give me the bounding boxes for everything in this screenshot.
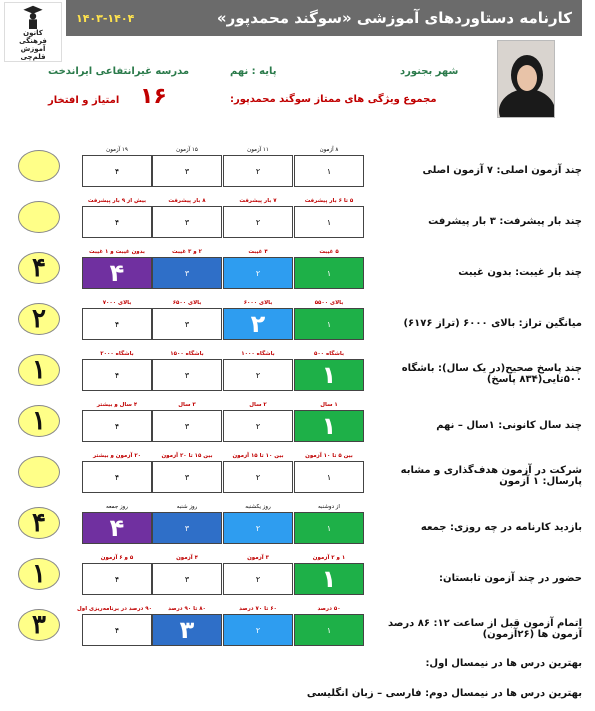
level-caption: بالای ۶۵۰۰ [172,300,202,306]
level-caption: بین ۵ تا ۱۰ آزمون [305,453,353,459]
level-caption: ۵ تا ۶ بار پیشرفت [304,198,354,204]
report-header [66,0,582,36]
level-caption: روز شنبه [176,504,198,510]
level-cells [82,196,364,246]
points-circle: ۱ [18,405,60,437]
total-score: ۱۶ [140,84,167,109]
level-caption: ۴ غیبت [248,249,268,255]
level-caption: ۲۰ آزمون و بیشتر [92,453,142,459]
level-caption: ۴ آزمون [176,555,198,561]
level-cells [82,553,364,603]
level-cell: ۱ [294,257,364,289]
achievement-row [0,604,595,654]
achievement-question: چند سال کانونی: ۱سال – نهم [436,419,582,431]
level-caption: ۱۹ آزمون [106,147,128,153]
points-circle [18,201,60,233]
achievement-question: شرکت در آزمون هدف‌گذاری و مشابه پارسال: ۱ آزمون [400,465,582,487]
level-caption: ۹۰ درصد در برنامه‌ریزی اول [77,606,152,612]
best-subjects-second-semester: بهترین درس ها در نیمسال دوم: فارسی – زبان انگلیسی [306,688,582,699]
achievement-row [0,145,595,195]
student-city: شهر بجنورد [400,66,459,77]
achievement-row [0,298,595,348]
level-cells [82,400,364,450]
level-cell: ۳ [152,563,222,595]
level-cell: ۳ [152,512,222,544]
level-cell: ۲ [223,410,293,442]
graduate-figure-icon [20,5,46,29]
level-caption: بدون غیبت و ۱ غیبت [89,249,145,255]
level-cell: ۱ [294,155,364,187]
level-caption: ۸ آزمون [319,147,339,153]
level-caption: بالای ۵۵۰۰ [314,300,344,306]
level-cells [82,502,364,552]
points-circle [18,456,60,488]
report-title: کارنامه دستاوردهای آموزشی «سوگند محمدپور» [216,9,572,27]
level-caption: ۵ غیبت [319,249,339,255]
score-label: امتیاز و افتخار [48,95,120,106]
achievement-question: چند بار غیبت: بدون غیبت [458,266,582,278]
level-cell: ۱ [294,563,364,595]
level-caption: ۷ بار پیشرفت [239,198,277,204]
level-caption: ۵۰ درصد [317,606,341,612]
level-cell: ۲ [223,563,293,595]
level-cell: ۳ [152,410,222,442]
points-circle: ۴ [18,507,60,539]
level-caption: ۲ و ۳ غیبت [172,249,202,255]
student-portrait-icon [498,41,555,118]
level-cell: ۴ [82,461,152,493]
level-cells [82,145,364,195]
level-cell: ۴ [82,410,152,442]
level-cell: ۴ [82,155,152,187]
achievement-row [0,502,595,552]
achievement-question: چند پاسخ صحیح(در یک سال): باشگاه ۵۰۰تایی(۸۳۴ پاسخ) [401,363,582,385]
level-cell: ۲ [223,461,293,493]
level-cell: ۲ [223,512,293,544]
achievement-question: چند بار پیشرفت: ۳ بار پیشرفت [428,215,582,227]
level-cell: ۴ [82,563,152,595]
achievement-row [0,349,595,399]
level-cell: ۳ [152,257,222,289]
level-caption: بالای ۶۰۰۰ [243,300,273,306]
logo-line-2: فرهنگی [19,37,47,45]
level-cells [82,451,364,501]
level-cell: ۳ [152,155,222,187]
achievement-row [0,196,595,246]
level-caption: ۶۰ تا ۷۰ درصد [239,606,277,612]
level-cell: ۱ [294,461,364,493]
level-caption: ۱ سال [320,402,338,408]
level-caption: ۴ سال و بیشتر [96,402,138,408]
level-cell: ۱ [294,359,364,391]
level-caption: ۸ بار پیشرفت [168,198,206,204]
level-caption: ۵ و ۶ آزمون [100,555,134,561]
level-cells [82,349,364,399]
level-cells [82,298,364,348]
points-circle: ۱ [18,354,60,386]
student-school: مدرسه غیرانتفاعی ایراندخت [48,66,190,77]
level-cell: ۲ [223,257,293,289]
achievement-question: میانگین تراز: بالای ۶۰۰۰ (تراز ۶۱۷۶) [403,317,582,329]
level-cell: ۳ [152,308,222,340]
level-caption: ۱ و ۲ آزمون [312,555,346,561]
level-caption: باشگاه ۱۵۰۰ [170,351,204,357]
points-circle: ۱ [18,558,60,590]
level-caption: بین ۱۵ تا ۲۰ آزمون [161,453,213,459]
level-cell: ۴ [82,614,152,646]
level-caption: ۲ سال [249,402,267,408]
logo-line-3: آموزش [20,45,46,53]
achievement-question: حضور در چند آزمون تابستان: [439,572,582,584]
level-cells [77,604,364,654]
level-cell: ۴ [82,308,152,340]
level-cell: ۳ [152,614,222,646]
level-caption: باشگاه ۵۰۰ [313,351,345,357]
logo-line-4: قلم‌چی [20,53,46,61]
level-caption: ۳ آزمون [247,555,269,561]
points-circle: ۲ [18,303,60,335]
level-cell: ۴ [82,512,152,544]
achievement-question: اتمام آزمون قبل از ساعت ۱۲: ۸۶ درصد آزمون ها (۲۶آزمون) [387,618,582,640]
report-year: ۱۴۰۳-۱۴۰۴ [76,11,135,25]
points-circle: ۴ [18,252,60,284]
level-caption: باشگاه ۱۰۰۰ [241,351,275,357]
level-caption: از دوشنبه [318,504,340,510]
level-cell: ۲ [223,206,293,238]
level-cell: ۱ [294,410,364,442]
kanoon-logo [4,2,62,62]
level-caption: ۱۱ آزمون [247,147,269,153]
student-grade: پایه : نهم [230,66,277,77]
logo-line-1: کانون [23,29,43,37]
level-cell: ۲ [223,308,293,340]
level-cell: ۳ [152,359,222,391]
level-caption: ۱۵ آزمون [176,147,198,153]
level-caption: ۸۰ تا ۹۰ درصد [168,606,206,612]
level-caption: بین ۱۰ تا ۱۵ آزمون [232,453,284,459]
level-cell: ۴ [82,206,152,238]
level-cell: ۴ [82,257,152,289]
level-caption: روز یکشنبه [245,504,271,510]
achievement-row [0,247,595,297]
achievement-question: بازدید کارنامه در چه روزی: جمعه [420,521,582,533]
level-caption: روز جمعه [106,504,128,510]
level-cells [82,247,364,297]
achievement-row [0,451,595,501]
level-cell: ۳ [152,206,222,238]
points-circle: ۳ [18,609,60,641]
level-cell: ۲ [223,155,293,187]
level-cell: ۱ [294,512,364,544]
level-caption: بیش از ۹ بار پیشرفت [87,198,147,204]
level-caption: بالای ۷۰۰۰ [102,300,132,306]
level-cell: ۴ [82,359,152,391]
features-label: مجموع ویژگی های ممتاز سوگند محمدپور: [230,94,437,105]
level-cell: ۱ [294,206,364,238]
level-cell: ۱ [294,308,364,340]
achievement-row [0,400,595,450]
achievement-question: چند آزمون اصلی: ۷ آزمون اصلی [422,164,582,176]
level-caption: ۳ سال [178,402,196,408]
level-cell: ۲ [223,359,293,391]
level-cell: ۳ [152,461,222,493]
level-cell: ۱ [294,614,364,646]
points-circle [18,150,60,182]
student-photo [497,40,555,118]
level-caption: باشگاه ۲۰۰۰ [100,351,134,357]
achievement-row [0,553,595,603]
best-subjects-first-semester: بهترین درس ها در نیمسال اول: [425,658,582,669]
level-cell: ۲ [223,614,293,646]
